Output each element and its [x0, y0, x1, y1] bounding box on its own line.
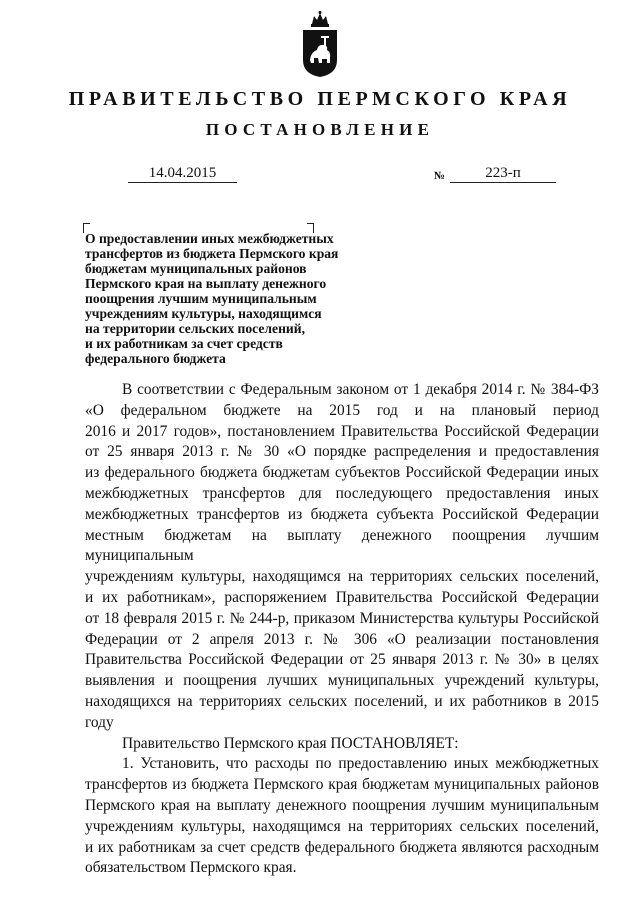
- item-1-line: трансфертов из бюджета Пермского края бюджетам муниципальных районов: [85, 776, 599, 794]
- body-line: выявления и поощрения лучших муниципальных учреждений культуры,: [85, 672, 599, 690]
- document-subject: [85, 231, 385, 366]
- document-type: ПОСТАНОВЛЕНИЕ: [205, 120, 435, 139]
- body-line: находящихся на территориях сельских поселений, и их работников в 2015 году: [85, 692, 599, 731]
- number-label: №: [434, 170, 446, 182]
- document-number: 223-п: [450, 164, 556, 183]
- item-1-line: Пермского края на выплату денежного поощрения лучшим муниципальным: [85, 796, 599, 814]
- subject-line: Пермского края на выплату денежного: [85, 276, 327, 291]
- item-1-line: учреждениям культуры, находящимся на территориях сельских поселений,: [85, 817, 599, 835]
- body-line: межбюджетных трансфертов из бюджета субъекта Российской Федерации: [85, 505, 599, 523]
- item-1-line: обязательством Пермского края.: [85, 859, 297, 877]
- subject-line: трансфертов из бюджета Пермского края: [85, 246, 339, 261]
- item-1-line: 1. Установить, что расходы по предоставлению иных межбюджетных: [122, 755, 599, 773]
- organization-title: ПРАВИТЕЛЬСТВО ПЕРМСКОГО КРАЯ: [68, 88, 572, 110]
- item-1-line: и их работникам за счет средств федерального бюджета являются расходным: [85, 838, 599, 856]
- subject-line: на территории сельских поселений,: [85, 321, 305, 336]
- subject-line: бюджетам муниципальных районов: [85, 261, 307, 276]
- body-line: и их работникам», распоряжением Правительства Российской Федерации: [85, 588, 599, 606]
- subject-line: О предоставлении иных межбюджетных: [85, 231, 334, 246]
- coat-of-arms-icon: [300, 10, 340, 78]
- body-line: из федерального бюджета бюджетам субъектов Российской Федерации иных: [85, 464, 599, 482]
- body-line: межбюджетных трансфертов для последующего предоставления иных: [85, 484, 599, 502]
- document-body: [85, 380, 599, 879]
- subject-line: и их работникам за счет средств: [85, 336, 283, 351]
- body-line: 2016 и 2017 годов», постановлением Правительства Российской Федерации: [85, 422, 599, 440]
- body-line: учреждениям культуры, находящимся на территориях сельских поселений,: [85, 568, 599, 586]
- body-line: «О федеральном бюджете на 2015 год и на плановый период: [85, 401, 599, 419]
- body-line: от 18 февраля 2015 г. № 244-р, приказом Министерства культуры Российской: [85, 609, 599, 627]
- resolves-line: Правительство Пермского края ПОСТАНОВЛЯЕТ:: [122, 734, 459, 752]
- body-line: от 25 января 2013 г. № 30 «О порядке распределения и предоставления: [85, 443, 599, 461]
- body-line: Федерации от 2 апреля 2013 г. № 306 «О реализации постановления: [85, 630, 599, 648]
- subject-line: поощрения лучшим муниципальным: [85, 291, 317, 306]
- body-line: В соответствии с Федеральным законом от 1 декабря 2014 г. № 384-ФЗ: [122, 381, 599, 398]
- subject-line: федерального бюджета: [85, 351, 226, 366]
- subject-line: учреждениям культуры, находящимся: [85, 306, 322, 321]
- body-line: Правительства Российской Федерации от 25 января 2013 г. № 30» в целях: [85, 651, 599, 669]
- body-line: местным бюджетам на выплату денежного поощрения лучшим муниципальным: [85, 526, 599, 565]
- document-date: 14.04.2015: [128, 164, 237, 183]
